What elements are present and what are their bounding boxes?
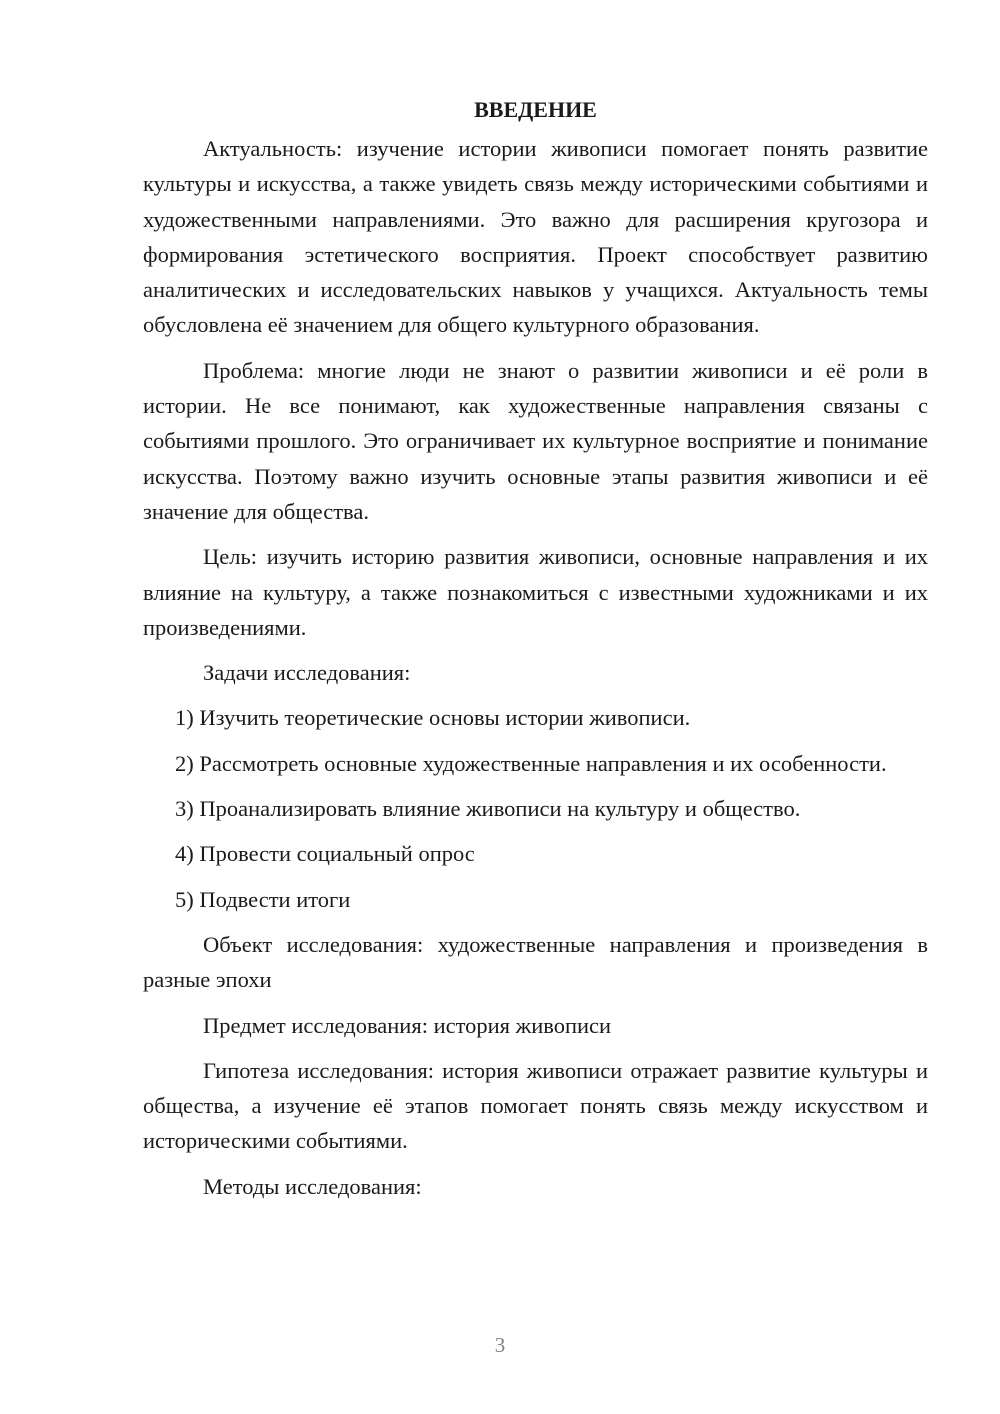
tasks-list bbox=[143, 700, 928, 916]
object-paragraph: Объект исследования: художественные направления и произведения в разные эпохи bbox=[143, 931, 928, 993]
goal-paragraph: Цель: изучить историю развития живописи, основные направления и их влияние на культуру, а также познакомиться с известными художниками и их произведениями. bbox=[143, 544, 928, 640]
subject-paragraph: Предмет исследования: история живописи bbox=[203, 1012, 612, 1038]
tasks-heading: Задачи исследования: bbox=[203, 660, 411, 686]
page-title: ВВЕДЕНИЕ bbox=[474, 97, 597, 122]
task-item: 1) Изучить теоретические основы истории живописи. bbox=[175, 705, 691, 731]
hypothesis-paragraph: Гипотеза исследования: история живописи отражает развитие культуры и общества, а изучение её этапов помогает понять связь между искусством и историческими событиями. bbox=[143, 1057, 928, 1154]
page-number: 3 bbox=[494, 1333, 506, 1357]
task-item: 5) Подвести итоги bbox=[175, 886, 351, 912]
relevance-paragraph: Актуальность: изучение истории живописи помогает понять развитие культуры и искусства, а также увидеть связь между историческими событиями и художественными направлениями. Это важно для расширения кругозора и формирования эстетического восприятия. Проект способствует развитию аналитических и исследовательских навыков у учащихся. Актуальность темы обусловлена её значением для общего культурного образования. bbox=[143, 136, 928, 338]
task-item: 3) Проанализировать влияние живописи на культуру и общество. bbox=[175, 796, 801, 822]
methods-heading: Методы исследования: bbox=[203, 1173, 422, 1199]
document-page bbox=[143, 92, 928, 1214]
task-item: 4) Провести социальный опрос bbox=[175, 841, 475, 867]
problem-paragraph: Проблема: многие люди не знают о развитии живописи и её роли в истории. Не все понимают, как художественные направления связаны с событиями прошлого. Это ограничивает их культурное восприятие и понимание искусства. Поэтому важно изучить основные этапы развития живописи и её значение для общества. bbox=[143, 357, 928, 524]
task-item: 2) Рассмотреть основные художественные направления и их особенности. bbox=[175, 750, 887, 776]
